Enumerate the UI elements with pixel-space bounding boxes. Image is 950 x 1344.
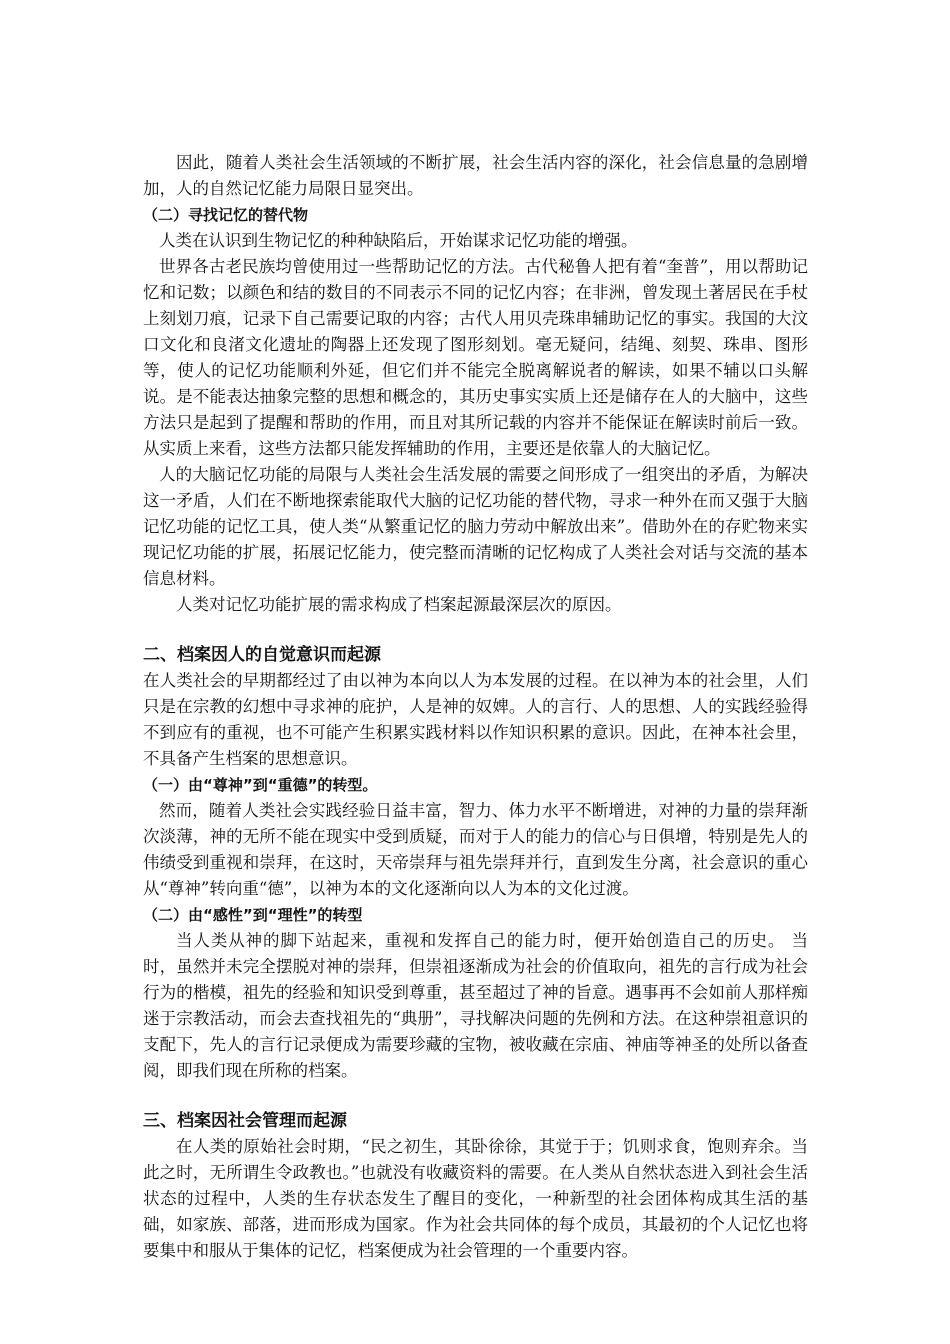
paragraph: 在人类社会的早期都经过了由以神为本向以人为本发展的过程。在以神为本的社会里，人们只是在宗教的幻想中寻求神的庇护，人是神的奴婢。人的言行、人的思想、人的实践经验得不到应有的重视，也不可能产生积累实践材料以作知识积累的意识。因此，在神本社会里，不具备产生档案的思想意识。 xyxy=(143,671,808,768)
subsection-heading: （二）寻找记忆的替代物 xyxy=(143,206,309,224)
paragraph: 人类对记忆功能扩展的需求构成了档案起源最深层次的原因。 xyxy=(176,595,622,614)
spacer xyxy=(143,618,808,642)
paragraph: 在人类的原始社会时期，“民之初生，其卧徐徐，其觉于于；饥则求食，饱则弃余。当此之时，无所谓生令政教也。”也就没有收藏资料的需要。在人类从自然状态进入到社会生活状态的过程中，人类的生存状态发生了醒目的变化，一种新型的社会团体构成其生活的基础，如家族、部落，进而形成为国家。作为社会共同体的每个成员，其最初的个人记忆也将要集中和服从于集体的记忆，档案便成为社会管理的一个重要内容。 xyxy=(143,1137,808,1260)
document-body xyxy=(143,150,808,1264)
section-heading: 三、档案因社会管理而起源 xyxy=(143,1111,347,1131)
subsection-heading: （一）由“尊神”到“重德”的转型。 xyxy=(143,776,378,794)
paragraph: 人类在认识到生物记忆的种种缺陷后，开始谋求记忆功能的增强。 xyxy=(159,231,638,250)
spacer xyxy=(143,1084,808,1108)
paragraph: 当人类从神的脚下站起来，重视和发挥自己的能力时，便开始创造自己的历史。 当时，虽然并未完全摆脱对神的崇拜，但崇祖逐渐成为社会的价值取向，祖先的言行成为社会行为的楷模，祖先的经验和知识受到尊重，甚至超过了神的旨意。遇事再不会如前人那样痴迷于宗教活动，而会去查找祖先的“典册”，寻找解决问题的先例和方法。在这种崇祖意识的支配下，先人的言行记录便成为需要珍藏的宝物，被收藏在宗庙、神庙等神圣的处所以备查阅，即我们现在所称的档案。 xyxy=(143,931,808,1080)
paragraph: 然而，随着人类社会实践经验日益丰富，智力、体力水平不断增进，对神的力量的崇拜渐次淡薄，神的无所不能在现实中受到质疑，而对于人的能力的信心与日俱增，特别是先人的伟绩受到重视和崇拜，在这时，天帝崇拜与祖先崇拜并行，直到发生分离，社会意识的重心从“尊神”转向重“德”，以神为本的文化逐渐向以人为本的文化过渡。 xyxy=(143,801,808,898)
paragraph: 因此，随着人类社会生活领域的不断扩展，社会生活内容的深化，社会信息量的急剧增加，人的自然记忆能力局限日显突出。 xyxy=(143,153,808,198)
paragraph: 世界各古老民族均曾使用过一些帮助记忆的方法。古代秘鲁人把有着“奎普”，用以帮助记忆和记数；以颜色和结的数目的不同表示不同的记忆内容；在非洲，曾发现土著居民在手杖上刻划刀痕，记录下自己需要记取的内容；古代人用贝壳珠串辅助记忆的事实。我国的大汶口文化和良渚文化遗址的陶器上还发现了图形刻划。毫无疑问，结绳、刻契、珠串、图形等，使人的记忆功能顺利外延，但它们并不能完全脱离解说者的解读，如果不辅以口头解说。是不能表达抽象完整的思想和概念的，其历史事实实质上还是储存在人的大脑中，这些方法只是起到了提醒和帮助的作用，而且对其所记载的内容并不能保证在解读时前后一致。从实质上来看，这些方法都只能发挥辅助的作用，主要还是依靠人的大脑记忆。 xyxy=(143,257,808,458)
section-heading: 二、档案因人的自觉意识而起源 xyxy=(143,645,381,665)
paragraph: 人的大脑记忆功能的局限与人类社会生活发展的需要之间形成了一组突出的矛盾，为解决这一矛盾，人们在不断地探索能取代大脑的记忆功能的替代物，寻求一种外在而又强于大脑记忆功能的记忆工具，使人类“从繁重记忆的脑力劳动中解放出来”。借助外在的存贮物来实现记忆功能的扩展，拓展记忆能力，使完整而清晰的记忆构成了人类社会对话与交流的基本信息材料。 xyxy=(143,465,808,588)
subsection-heading: （二）由“感性”到“理性”的转型 xyxy=(143,906,363,924)
